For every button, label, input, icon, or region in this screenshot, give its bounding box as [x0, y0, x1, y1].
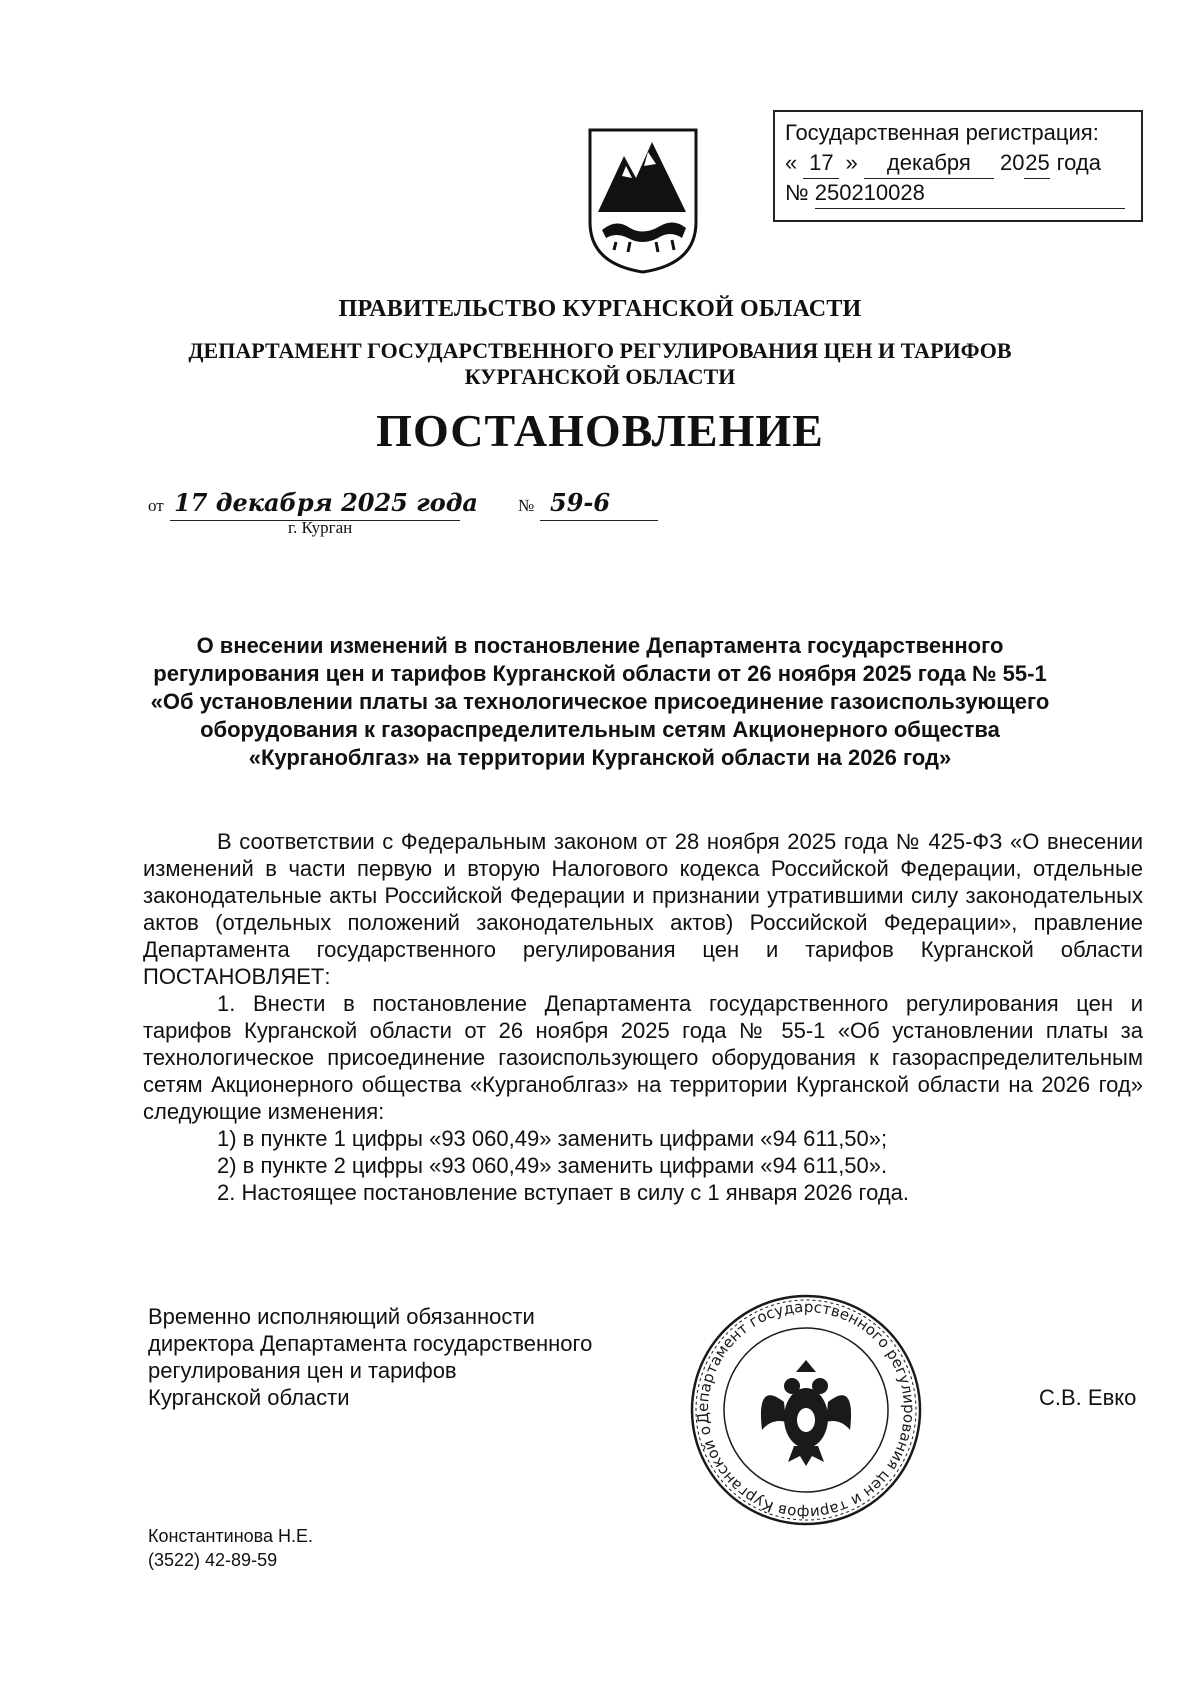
signatory-position: [148, 1303, 592, 1411]
department-title-line2: КУРГАНСКОЙ ОБЛАСТИ: [464, 364, 736, 389]
position-line: Курганской области: [148, 1385, 350, 1410]
registration-year-suffix: 25: [1024, 148, 1050, 179]
subitem-2: 2) в пункте 2 цифры «93 060,49» заменить цифрами «94 611,50».: [217, 1153, 888, 1178]
item-2-paragraph: 2. Настоящее постановление вступает в силу с 1 января 2026 года.: [217, 1180, 910, 1205]
subject-line: оборудования к газораспределительным сетям Акционерного общества: [200, 717, 1000, 742]
stamp-ring-textpath: Департамент государственного регулирования цен и тарифов Курганской области: [693, 1297, 919, 1523]
document-type-title: ПОСТАНОВЛЕНИЕ: [376, 405, 824, 456]
registration-year-word: года: [1056, 150, 1101, 175]
coat-of-arms-emblem: [586, 126, 700, 274]
registration-number: 250210028: [815, 178, 1125, 209]
subject-line: О внесении изменений в постановление Департамента государственного: [196, 633, 1004, 658]
item-1-paragraph: 1. Внести в постановление Департамента государственного регулирования цен и тарифов Курганской области от 26 ноября 2025 года № 55-1 «Об установлении платы за технологическое присоединение газоиспользующего оборудования к газораспределительным сетям Акционерного общества «Курганоблгаз» на территории Курганской области на 2026 год» следующие изменения:: [143, 991, 1143, 1124]
subject-line: «Курганоблгаз» на территории Курганской области на 2026 год»: [248, 745, 952, 770]
registration-year-prefix: 20: [1000, 150, 1025, 175]
position-line: Временно исполняющий обязанности: [148, 1304, 535, 1329]
document-subject: [120, 632, 1080, 772]
registration-box: [773, 110, 1143, 222]
subject-line: «Об установлении платы за технологическое присоединение газоиспользующего: [150, 689, 1050, 714]
department-title-line1: ДЕПАРТАМЕНТ ГОСУДАРСТВЕННОГО РЕГУЛИРОВАНИЯ ЦЕН И ТАРИФОВ: [188, 338, 1012, 363]
registration-day: 17: [803, 148, 839, 179]
executor-info: [148, 1524, 313, 1572]
number-underline: [540, 520, 658, 521]
date-number-line: [148, 488, 668, 528]
registration-title: Государственная регистрация:: [785, 120, 1099, 145]
date-handwritten: 17 декабря 2025 года: [174, 488, 478, 517]
registration-number-line: [785, 178, 1141, 208]
number-handwritten: 59-6: [550, 488, 611, 517]
position-line: регулирования цен и тарифов: [148, 1358, 457, 1383]
registration-date: [785, 148, 1141, 178]
preamble-paragraph: В соответствии с Федеральным законом от 28 ноября 2025 года № 425-ФЗ «О внесении изменений в части первую и вторую Налогового кодекса Российской Федерации, отдельные законодательные акты Российской Федерации и признании утратившими силу законодательных актов (отдельных положений законодательных актов) Российской Федерации», правление Департамента государственного регулирования цен и тарифов Курганской области ПОСТАНОВЛЯЕТ:: [143, 829, 1143, 989]
signatory-name: С.В. Евко: [1039, 1385, 1137, 1410]
executor-name: Константинова Н.Е.: [148, 1526, 314, 1546]
date-from-label: от: [148, 496, 164, 515]
position-line: директора Департамента государственного: [148, 1331, 593, 1356]
quote-open: «: [785, 150, 798, 175]
registration-number-label: №: [785, 180, 809, 205]
quote-close: »: [845, 150, 858, 175]
number-label: №: [518, 496, 535, 515]
city-label: г. Курган: [288, 518, 353, 537]
subitem-1: 1) в пункте 1 цифры «93 060,49» заменить цифрами «94 611,50»;: [217, 1126, 888, 1151]
official-stamp-seal: [676, 1290, 936, 1530]
government-title: ПРАВИТЕЛЬСТВО КУРГАНСКОЙ ОБЛАСТИ: [338, 296, 862, 322]
department-title: [0, 338, 1200, 390]
executor-phone: (3522) 42-89-59: [148, 1550, 278, 1570]
document-body: [143, 828, 1143, 1206]
subject-line: регулирования цен и тарифов Курганской области от 26 ноября 2025 года № 55-1: [153, 661, 1047, 686]
registration-month: декабря: [864, 148, 994, 179]
